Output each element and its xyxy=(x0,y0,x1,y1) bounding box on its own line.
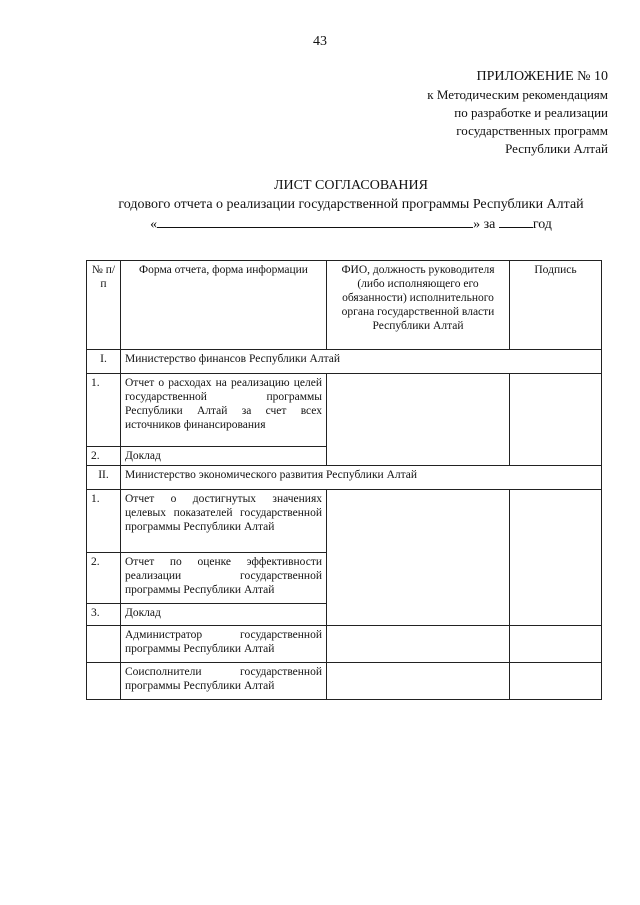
program-name-blank[interactable] xyxy=(157,214,473,228)
sheet-subtitle: годового отчета о реализации государственной программы Республики Алтай xyxy=(118,197,584,212)
header-sign: Подпись xyxy=(510,261,602,350)
signature-cell[interactable] xyxy=(510,490,602,626)
row-text: Отчет по оценке эффективности реализации государственной программы Республики Алтай xyxy=(121,553,327,604)
appendix-title: ПРИЛОЖЕНИЕ № 10 xyxy=(476,69,608,84)
fio-cell[interactable] xyxy=(327,663,510,700)
section-row xyxy=(87,350,602,374)
sheet-title: ЛИСТ СОГЛАСОВАНИЯ xyxy=(274,178,428,193)
section-title: Министерство экономического развития Республики Алтай xyxy=(121,466,602,490)
table-row xyxy=(87,374,602,447)
year-blank[interactable] xyxy=(499,214,533,228)
table-row xyxy=(87,626,602,663)
signature-cell[interactable] xyxy=(510,663,602,700)
section-num: I. xyxy=(87,350,121,374)
row-text: Доклад xyxy=(121,604,327,626)
row-num: 3. xyxy=(87,604,121,626)
year-word: год xyxy=(532,217,552,232)
approval-table xyxy=(86,260,602,700)
open-quote: « xyxy=(150,217,158,232)
row-num: 1. xyxy=(87,490,121,553)
row-num xyxy=(87,626,121,663)
row-num: 2. xyxy=(87,447,121,466)
table-row xyxy=(87,490,602,553)
section-title: Министерство финансов Республики Алтай xyxy=(121,350,602,374)
close-quote: » за xyxy=(473,217,496,232)
row-text: Отчет о достигнутых значениях целевых показателей государственной программы Республики Алтай xyxy=(121,490,327,553)
header-num: № п/п xyxy=(87,261,121,350)
row-text: Соисполнители государственной программы Республики Алтай xyxy=(121,663,327,700)
appendix-line: по разработке и реализации xyxy=(454,105,608,120)
row-num: 1. xyxy=(87,374,121,447)
row-text: Доклад xyxy=(121,447,327,466)
section-row xyxy=(87,466,602,490)
table-row xyxy=(87,663,602,700)
appendix-line: государственных программ xyxy=(456,123,608,138)
sheet-title-block xyxy=(86,176,616,234)
header-fio: ФИО, должность руководителя (либо исполняющего его обязанности) исполнительного органа государственной власти Республики Алтай xyxy=(327,261,510,350)
row-text: Администратор государственной программы Республики Алтай xyxy=(121,626,327,663)
row-num xyxy=(87,663,121,700)
page-number: 43 xyxy=(313,34,327,49)
fio-cell[interactable] xyxy=(327,626,510,663)
row-text: Отчет о расходах на реализацию целей государственной программы Республики Алтай за счет всех источников финансирования xyxy=(121,374,327,447)
fio-cell[interactable] xyxy=(327,490,510,626)
signature-cell[interactable] xyxy=(510,626,602,663)
signature-cell[interactable] xyxy=(510,374,602,466)
appendix-line: к Методическим рекомендациям xyxy=(427,87,608,102)
appendix-block xyxy=(340,68,608,158)
section-num: II. xyxy=(87,466,121,490)
header-form: Форма отчета, форма информации xyxy=(121,261,327,350)
row-num: 2. xyxy=(87,553,121,604)
program-name-line xyxy=(86,214,616,234)
appendix-line: Республики Алтай xyxy=(505,141,608,156)
fio-cell[interactable] xyxy=(327,374,510,466)
table-header-row xyxy=(87,261,602,350)
